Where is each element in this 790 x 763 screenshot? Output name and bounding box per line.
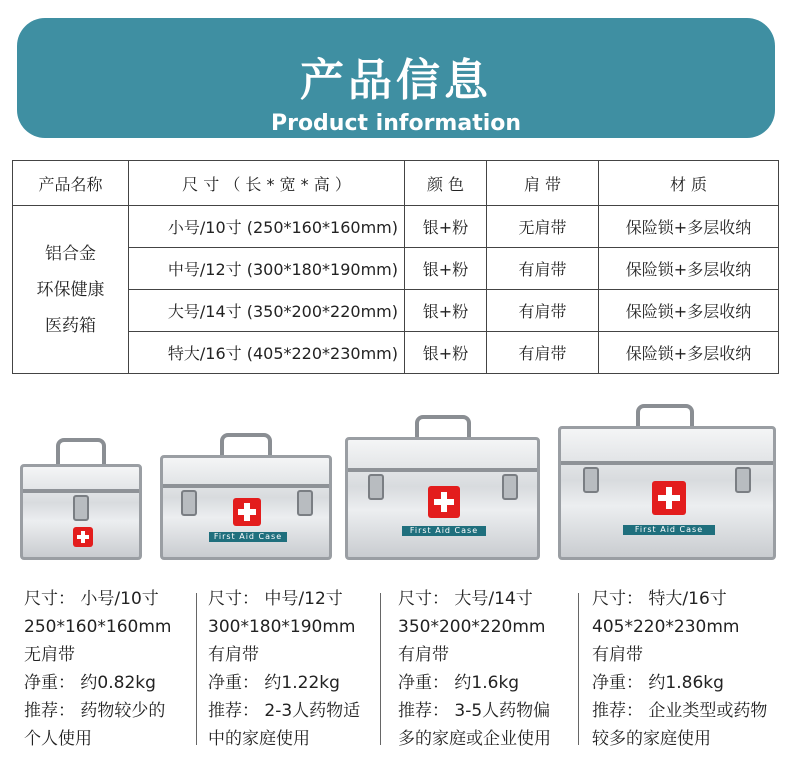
spec-table	[12, 160, 779, 374]
color-cell: 银+粉	[405, 332, 487, 374]
first-aid-case-large	[345, 415, 540, 560]
material-cell: 保险锁+多层收纳	[599, 290, 779, 332]
first-aid-label: First Aid Case	[402, 526, 486, 536]
size-cell: 大号/14寸 (350*200*220mm)	[129, 290, 405, 332]
desc-strap: 有肩带	[208, 645, 259, 665]
desc-weight: 净重： 约1.22kg	[208, 673, 340, 693]
handle-icon	[415, 415, 471, 437]
desc-weight: 净重： 约0.82kg	[24, 673, 156, 693]
desc-recommend: 推荐： 企业类型或药物	[592, 701, 768, 721]
size-cell: 特大/16寸 (405*220*230mm)	[129, 332, 405, 374]
latch-icon	[297, 490, 313, 516]
material-cell: 保险锁+多层收纳	[599, 206, 779, 248]
desc-recommend-cont: 较多的家庭使用	[592, 729, 711, 749]
desc-strap: 有肩带	[592, 645, 643, 665]
strap-cell: 有肩带	[487, 248, 599, 290]
strap-cell: 有肩带	[487, 290, 599, 332]
header-strap: 肩 带	[487, 161, 599, 206]
desc-recommend-cont: 多的家庭或企业使用	[398, 729, 551, 749]
description-small	[24, 585, 194, 753]
column-divider	[578, 593, 579, 745]
desc-size: 尺寸： 中号/12寸	[208, 589, 343, 609]
red-cross-icon	[233, 498, 261, 526]
desc-recommend: 推荐： 2-3人药物适	[208, 701, 361, 721]
desc-weight: 净重： 约1.86kg	[592, 673, 724, 693]
desc-recommend-cont: 中的家庭使用	[208, 729, 310, 749]
color-cell: 银+粉	[405, 206, 487, 248]
color-cell: 银+粉	[405, 248, 487, 290]
strap-cell: 有肩带	[487, 332, 599, 374]
banner-title: 产品信息	[300, 55, 492, 106]
product-name-line: 环保健康	[36, 279, 105, 300]
latch-icon	[368, 474, 384, 500]
product-name-line: 医药箱	[45, 315, 96, 336]
product-name-cell	[13, 206, 129, 374]
product-name-line: 铝合金	[45, 243, 96, 264]
description-large	[398, 585, 576, 753]
column-divider	[196, 593, 197, 745]
material-cell: 保险锁+多层收纳	[599, 332, 779, 374]
handle-icon	[220, 433, 272, 455]
first-aid-case-medium	[160, 433, 332, 560]
latch-icon	[73, 495, 89, 521]
description-xlarge	[592, 585, 784, 753]
strap-cell: 无肩带	[487, 206, 599, 248]
desc-strap: 有肩带	[398, 645, 449, 665]
handle-icon	[636, 404, 694, 426]
desc-dimensions: 405*220*230mm	[592, 617, 740, 637]
latch-icon	[735, 467, 751, 493]
desc-dimensions: 250*160*160mm	[24, 617, 172, 637]
column-divider	[380, 593, 381, 745]
table-row	[13, 206, 779, 248]
first-aid-label: First Aid Case	[209, 532, 287, 542]
desc-recommend: 推荐： 3-5人药物偏	[398, 701, 551, 721]
color-cell: 银+粉	[405, 290, 487, 332]
first-aid-label: First Aid Case	[623, 525, 715, 535]
handle-icon	[56, 438, 106, 464]
material-cell: 保险锁+多层收纳	[599, 248, 779, 290]
latch-icon	[181, 490, 197, 516]
red-cross-icon	[73, 527, 93, 547]
table-header-row	[13, 161, 779, 206]
red-cross-icon	[652, 481, 686, 515]
latch-icon	[583, 467, 599, 493]
desc-dimensions: 350*200*220mm	[398, 617, 546, 637]
header-size: 尺 寸 （ 长 * 宽 * 高 ）	[129, 161, 405, 206]
first-aid-case-xlarge	[558, 404, 776, 560]
product-images	[0, 400, 790, 560]
red-cross-icon	[428, 486, 460, 518]
header-material: 材 质	[599, 161, 779, 206]
latch-icon	[502, 474, 518, 500]
size-cell: 小号/10寸 (250*160*160mm)	[129, 206, 405, 248]
desc-size: 尺寸： 小号/10寸	[24, 589, 159, 609]
description-medium	[208, 585, 378, 753]
size-cell: 中号/12寸 (300*180*190mm)	[129, 248, 405, 290]
desc-weight: 净重： 约1.6kg	[398, 673, 520, 693]
first-aid-case-small	[20, 438, 142, 560]
banner-subtitle: Product information	[270, 111, 522, 136]
desc-dimensions: 300*180*190mm	[208, 617, 356, 637]
desc-size: 尺寸： 大号/14寸	[398, 589, 533, 609]
header-product-name: 产品名称	[13, 161, 129, 206]
desc-recommend-cont: 个人使用	[24, 729, 92, 749]
desc-size: 尺寸： 特大/16寸	[592, 589, 727, 609]
header-banner	[17, 18, 775, 138]
header-color: 颜 色	[405, 161, 487, 206]
desc-strap: 无肩带	[24, 645, 75, 665]
desc-recommend: 推荐： 药物较少的	[24, 701, 166, 721]
